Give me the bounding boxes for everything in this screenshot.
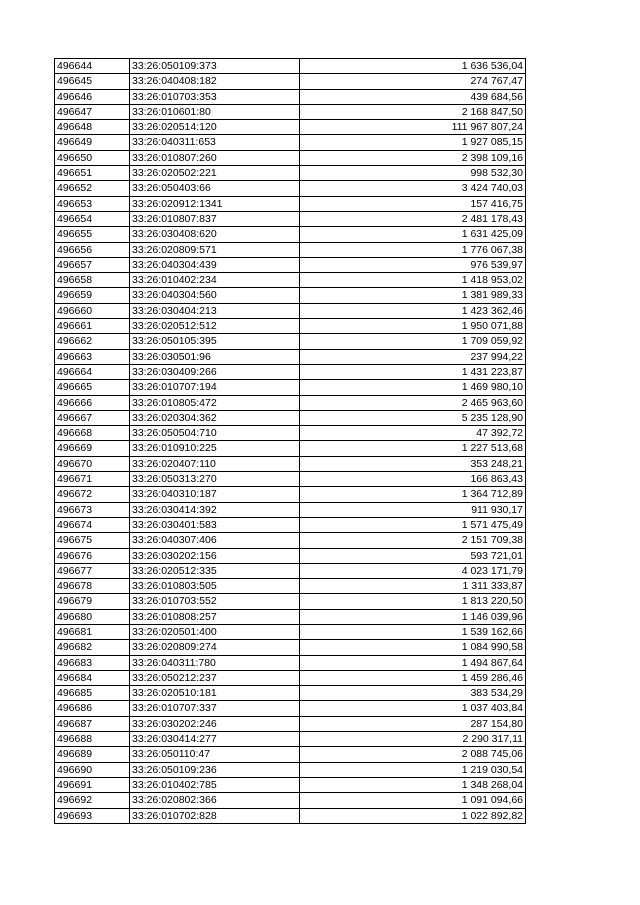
table-row (55, 655, 526, 670)
cadastral-number-cell: 33:26:010910:225 (130, 441, 300, 456)
cadastral-number-cell: 33:26:020512:335 (130, 563, 300, 578)
cadastral-number-cell: 33:26:010703:552 (130, 594, 300, 609)
row-number-cell: 496679 (55, 594, 130, 609)
table-row (55, 303, 526, 318)
table-row (55, 196, 526, 211)
cadastral-number-cell: 33:26:030409:266 (130, 364, 300, 379)
cadastral-number-cell: 33:26:030202:156 (130, 548, 300, 563)
row-number-cell: 496654 (55, 211, 130, 226)
row-number-cell: 496644 (55, 59, 130, 74)
cadastral-value-cell: 1 709 059,92 (300, 334, 526, 349)
cadastral-number-cell: 33:26:050109:373 (130, 59, 300, 74)
cadastral-number-cell: 33:26:010702:828 (130, 808, 300, 823)
table-row (55, 227, 526, 242)
cadastral-value-cell: 1 227 513,68 (300, 441, 526, 456)
row-number-cell: 496675 (55, 533, 130, 548)
table-row (55, 777, 526, 792)
cadastral-value-cell: 1 091 094,66 (300, 793, 526, 808)
cadastral-value-cell: 47 392,72 (300, 426, 526, 441)
cadastral-number-cell: 33:26:010807:260 (130, 150, 300, 165)
cadastral-value-cell: 1 146 039,96 (300, 609, 526, 624)
cadastral-value-cell: 166 863,43 (300, 472, 526, 487)
cadastral-value-cell: 383 534,29 (300, 686, 526, 701)
cadastral-number-cell: 33:26:010707:194 (130, 380, 300, 395)
table-row (55, 793, 526, 808)
table-row (55, 120, 526, 135)
cadastral-value-cell: 439 684,56 (300, 89, 526, 104)
table-row (55, 211, 526, 226)
table-row (55, 441, 526, 456)
cadastral-number-cell: 33:26:030414:277 (130, 732, 300, 747)
table-row (55, 257, 526, 272)
cadastral-number-cell: 33:26:030414:392 (130, 502, 300, 517)
table-body (55, 59, 526, 824)
table-row (55, 288, 526, 303)
table-row (55, 624, 526, 639)
cadastral-number-cell: 33:26:030404:213 (130, 303, 300, 318)
cadastral-number-cell: 33:26:020912:1341 (130, 196, 300, 211)
table-row (55, 104, 526, 119)
row-number-cell: 496676 (55, 548, 130, 563)
row-number-cell: 496677 (55, 563, 130, 578)
cadastral-number-cell: 33:26:010807:837 (130, 211, 300, 226)
cadastral-value-cell: 593 721,01 (300, 548, 526, 563)
cadastral-value-cell: 1 431 223,87 (300, 364, 526, 379)
row-number-cell: 496683 (55, 655, 130, 670)
cadastral-value-cell: 4 023 171,79 (300, 563, 526, 578)
cadastral-value-cell: 2 465 963,60 (300, 395, 526, 410)
cadastral-number-cell: 33:26:030401:583 (130, 517, 300, 532)
cadastral-value-cell: 1 348 268,04 (300, 777, 526, 792)
cadastral-number-cell: 33:26:020802:366 (130, 793, 300, 808)
cadastral-number-cell: 33:26:020809:571 (130, 242, 300, 257)
table-row (55, 380, 526, 395)
table-row (55, 609, 526, 624)
table-row (55, 517, 526, 532)
table-row (55, 59, 526, 74)
cadastral-value-cell: 998 532,30 (300, 166, 526, 181)
row-number-cell: 496651 (55, 166, 130, 181)
cadastral-value-cell: 1 776 067,38 (300, 242, 526, 257)
cadastral-value-table (54, 58, 526, 824)
row-number-cell: 496647 (55, 104, 130, 119)
table-row (55, 594, 526, 609)
row-number-cell: 496673 (55, 502, 130, 517)
row-number-cell: 496660 (55, 303, 130, 318)
cadastral-number-cell: 33:26:010703:353 (130, 89, 300, 104)
cadastral-number-cell: 33:26:050403:66 (130, 181, 300, 196)
cadastral-value-cell: 353 248,21 (300, 456, 526, 471)
cadastral-value-cell: 157 416,75 (300, 196, 526, 211)
row-number-cell: 496645 (55, 74, 130, 89)
row-number-cell: 496689 (55, 747, 130, 762)
cadastral-number-cell: 33:26:010402:234 (130, 273, 300, 288)
row-number-cell: 496646 (55, 89, 130, 104)
cadastral-value-cell: 911 930,17 (300, 502, 526, 517)
row-number-cell: 496662 (55, 334, 130, 349)
row-number-cell: 496682 (55, 640, 130, 655)
row-number-cell: 496657 (55, 257, 130, 272)
cadastral-value-cell: 1 084 990,58 (300, 640, 526, 655)
table-row (55, 242, 526, 257)
table-row (55, 563, 526, 578)
row-number-cell: 496667 (55, 410, 130, 425)
cadastral-value-cell: 1 022 892,82 (300, 808, 526, 823)
cadastral-number-cell: 33:26:040307:406 (130, 533, 300, 548)
cadastral-value-cell: 1 636 536,04 (300, 59, 526, 74)
cadastral-number-cell: 33:26:020407:110 (130, 456, 300, 471)
table-row (55, 166, 526, 181)
cadastral-number-cell: 33:26:010808:257 (130, 609, 300, 624)
row-number-cell: 496661 (55, 319, 130, 334)
cadastral-number-cell: 33:26:020501:400 (130, 624, 300, 639)
cadastral-number-cell: 33:26:010803:505 (130, 579, 300, 594)
table-row (55, 426, 526, 441)
table-row (55, 548, 526, 563)
cadastral-value-cell: 1 381 989,33 (300, 288, 526, 303)
table-row (55, 502, 526, 517)
row-number-cell: 496659 (55, 288, 130, 303)
cadastral-number-cell: 33:26:040304:439 (130, 257, 300, 272)
cadastral-value-cell: 237 994,22 (300, 349, 526, 364)
table-row (55, 716, 526, 731)
table-row (55, 686, 526, 701)
cadastral-value-cell: 5 235 128,90 (300, 410, 526, 425)
table-row (55, 273, 526, 288)
cadastral-value-cell: 1 418 953,02 (300, 273, 526, 288)
cadastral-value-cell: 2 088 745,06 (300, 747, 526, 762)
cadastral-number-cell: 33:26:010707:337 (130, 701, 300, 716)
table-row (55, 762, 526, 777)
row-number-cell: 496687 (55, 716, 130, 731)
cadastral-number-cell: 33:26:050109:236 (130, 762, 300, 777)
table-row (55, 701, 526, 716)
row-number-cell: 496648 (55, 120, 130, 135)
row-number-cell: 496656 (55, 242, 130, 257)
cadastral-value-cell: 1 423 362,46 (300, 303, 526, 318)
cadastral-value-cell: 1 037 403,84 (300, 701, 526, 716)
cadastral-number-cell: 33:26:050105:395 (130, 334, 300, 349)
cadastral-number-cell: 33:26:030202:246 (130, 716, 300, 731)
table-row (55, 74, 526, 89)
cadastral-value-cell: 2 481 178,43 (300, 211, 526, 226)
cadastral-value-cell: 1 631 425,09 (300, 227, 526, 242)
cadastral-number-cell: 33:26:050110:47 (130, 747, 300, 762)
cadastral-number-cell: 33:26:030408:620 (130, 227, 300, 242)
row-number-cell: 496691 (55, 777, 130, 792)
cadastral-value-cell: 1 813 220,50 (300, 594, 526, 609)
row-number-cell: 496655 (55, 227, 130, 242)
cadastral-number-cell: 33:26:020304:362 (130, 410, 300, 425)
cadastral-number-cell: 33:26:020809:274 (130, 640, 300, 655)
row-number-cell: 496663 (55, 349, 130, 364)
row-number-cell: 496664 (55, 364, 130, 379)
cadastral-number-cell: 33:26:040311:780 (130, 655, 300, 670)
table-row (55, 334, 526, 349)
cadastral-number-cell: 33:26:010805:472 (130, 395, 300, 410)
table-row (55, 410, 526, 425)
table-row (55, 640, 526, 655)
cadastral-value-cell: 976 539,97 (300, 257, 526, 272)
row-number-cell: 496650 (55, 150, 130, 165)
cadastral-number-cell: 33:26:030501:96 (130, 349, 300, 364)
cadastral-value-cell: 1 469 980,10 (300, 380, 526, 395)
cadastral-number-cell: 33:26:020502:221 (130, 166, 300, 181)
table-row (55, 89, 526, 104)
cadastral-value-cell: 2 398 109,16 (300, 150, 526, 165)
row-number-cell: 496669 (55, 441, 130, 456)
row-number-cell: 496688 (55, 732, 130, 747)
cadastral-value-cell: 274 767,47 (300, 74, 526, 89)
row-number-cell: 496692 (55, 793, 130, 808)
cadastral-number-cell: 33:26:020510:181 (130, 686, 300, 701)
row-number-cell: 496685 (55, 686, 130, 701)
table-row (55, 349, 526, 364)
row-number-cell: 496653 (55, 196, 130, 211)
table-row (55, 135, 526, 150)
cadastral-value-cell: 1 950 071,88 (300, 319, 526, 334)
row-number-cell: 496684 (55, 670, 130, 685)
row-number-cell: 496672 (55, 487, 130, 502)
cadastral-value-cell: 1 219 030,54 (300, 762, 526, 777)
cadastral-number-cell: 33:26:010601:80 (130, 104, 300, 119)
cadastral-number-cell: 33:26:010402:785 (130, 777, 300, 792)
table-row (55, 808, 526, 823)
cadastral-number-cell: 33:26:040408:182 (130, 74, 300, 89)
table-row (55, 364, 526, 379)
cadastral-value-cell: 3 424 740,03 (300, 181, 526, 196)
row-number-cell: 496658 (55, 273, 130, 288)
cadastral-number-cell: 33:26:050212:237 (130, 670, 300, 685)
cadastral-number-cell: 33:26:040304:560 (130, 288, 300, 303)
row-number-cell: 496678 (55, 579, 130, 594)
cadastral-number-cell: 33:26:040310:187 (130, 487, 300, 502)
cadastral-value-cell: 2 290 317,11 (300, 732, 526, 747)
cadastral-value-cell: 1 364 712,89 (300, 487, 526, 502)
row-number-cell: 496674 (55, 517, 130, 532)
cadastral-value-cell: 1 927 085,15 (300, 135, 526, 150)
table-row (55, 472, 526, 487)
cadastral-number-cell: 33:26:050313:270 (130, 472, 300, 487)
cadastral-value-cell: 1 571 475,49 (300, 517, 526, 532)
table-row (55, 579, 526, 594)
cadastral-number-cell: 33:26:050504:710 (130, 426, 300, 441)
cadastral-value-cell: 1 539 162,66 (300, 624, 526, 639)
cadastral-value-cell: 1 459 286,46 (300, 670, 526, 685)
table-row (55, 747, 526, 762)
cadastral-value-cell: 2 151 709,38 (300, 533, 526, 548)
cadastral-value-cell: 1 311 333,87 (300, 579, 526, 594)
table-row (55, 395, 526, 410)
table-row (55, 181, 526, 196)
row-number-cell: 496665 (55, 380, 130, 395)
document-sheet (54, 58, 526, 824)
row-number-cell: 496670 (55, 456, 130, 471)
table-row (55, 487, 526, 502)
table-row (55, 319, 526, 334)
table-row (55, 456, 526, 471)
row-number-cell: 496680 (55, 609, 130, 624)
cadastral-value-cell: 111 967 807,24 (300, 120, 526, 135)
row-number-cell: 496652 (55, 181, 130, 196)
row-number-cell: 496693 (55, 808, 130, 823)
row-number-cell: 496649 (55, 135, 130, 150)
cadastral-number-cell: 33:26:020512:512 (130, 319, 300, 334)
row-number-cell: 496681 (55, 624, 130, 639)
table-row (55, 533, 526, 548)
cadastral-value-cell: 2 168 847,50 (300, 104, 526, 119)
cadastral-number-cell: 33:26:040311:653 (130, 135, 300, 150)
row-number-cell: 496668 (55, 426, 130, 441)
table-row (55, 732, 526, 747)
row-number-cell: 496690 (55, 762, 130, 777)
table-row (55, 670, 526, 685)
row-number-cell: 496686 (55, 701, 130, 716)
cadastral-number-cell: 33:26:020514:120 (130, 120, 300, 135)
table-row (55, 150, 526, 165)
row-number-cell: 496671 (55, 472, 130, 487)
cadastral-value-cell: 1 494 867,64 (300, 655, 526, 670)
row-number-cell: 496666 (55, 395, 130, 410)
cadastral-value-cell: 287 154,80 (300, 716, 526, 731)
